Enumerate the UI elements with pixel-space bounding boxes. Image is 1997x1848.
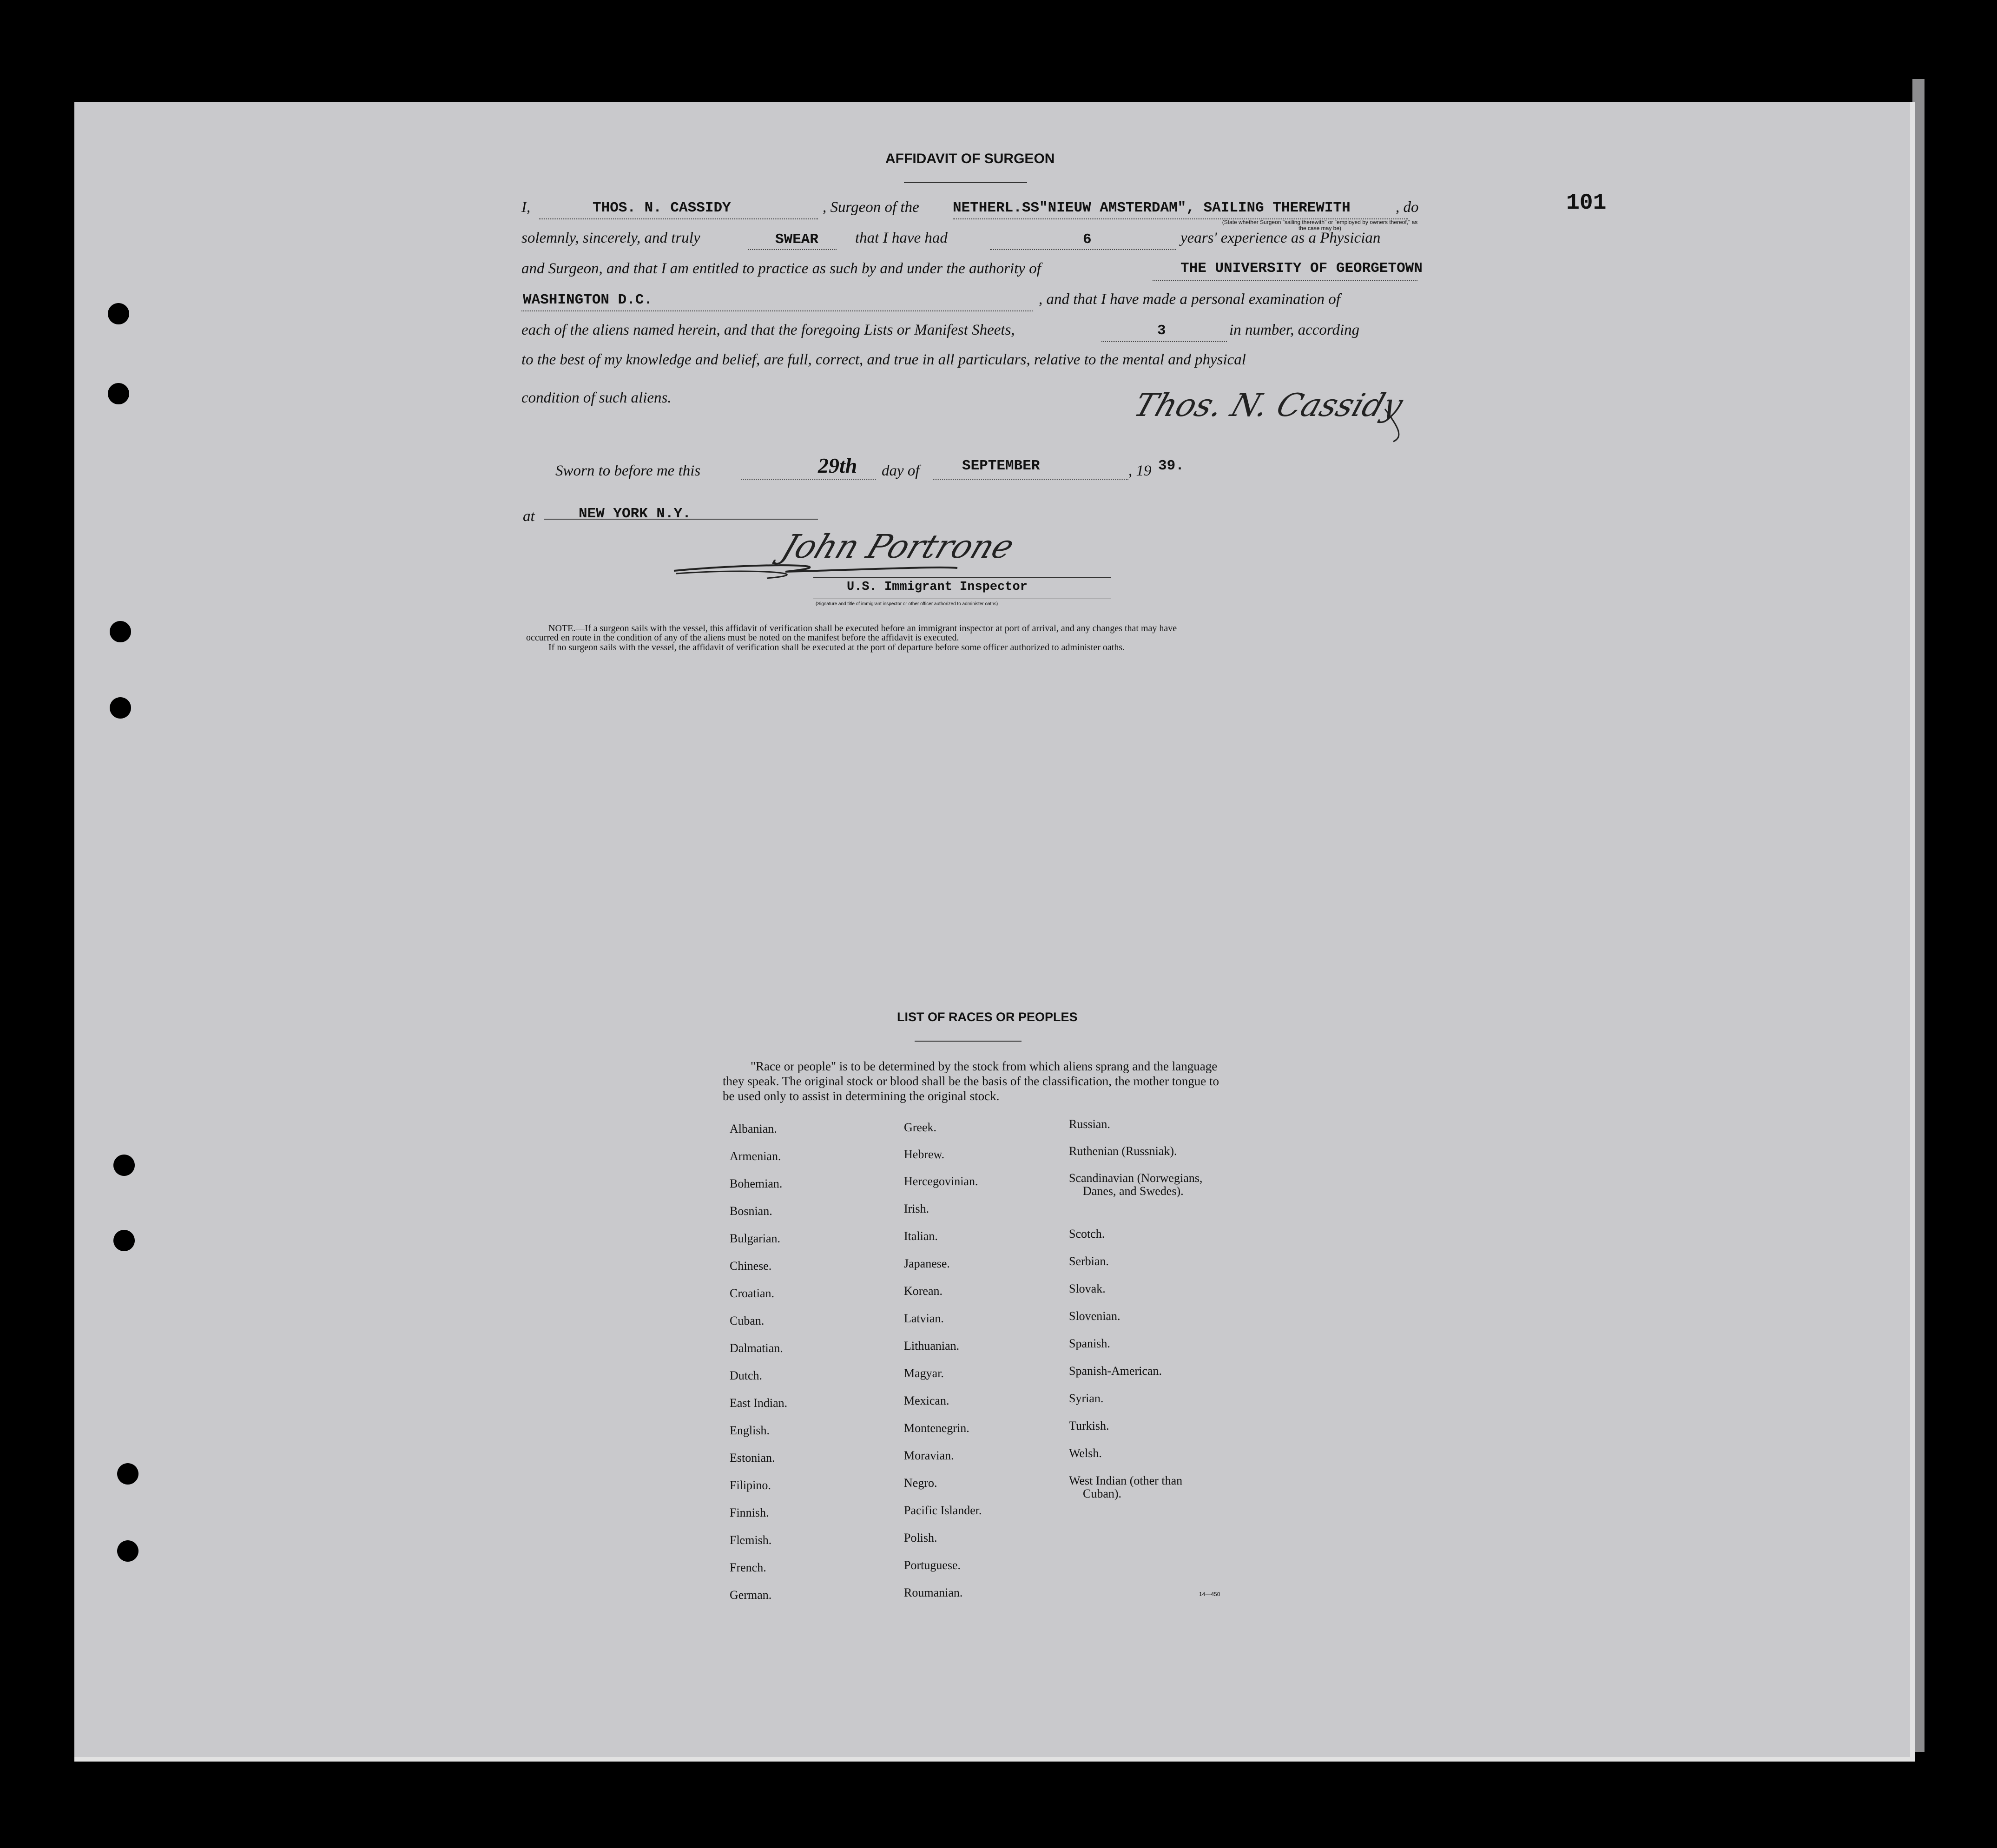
race-item: Negro. (904, 1476, 937, 1490)
affidavit-text: solemnly, sincerely, and truly (521, 230, 700, 246)
punch-hole (117, 1540, 138, 1562)
affidavit-text: Sworn to before me this (555, 462, 701, 479)
race-item: Hercegovinian. (904, 1175, 978, 1188)
form-code: 14—450 (1199, 1591, 1220, 1597)
race-item: East Indian. (730, 1396, 788, 1410)
note-line: NOTE.—If a surgeon sails with the vessel, this affidavit of verification shall be executed before an immigrant inspector at port of arrival, and any changes that may have (548, 623, 1177, 634)
race-item: Roumanian. (904, 1586, 963, 1599)
years-experience: 6 (1083, 231, 1092, 248)
race-item: Dutch. (730, 1369, 763, 1382)
inspector-signature-text: John Portrone (776, 528, 1020, 566)
races-title: LIST OF RACES OR PEOPLES (897, 1010, 1078, 1024)
race-item: Bulgarian. (730, 1232, 781, 1245)
affidavit-text: I, (521, 199, 531, 216)
race-item: Montenegrin. (904, 1421, 969, 1435)
race-item: West Indian (other than (1069, 1474, 1183, 1487)
race-item: Italian. (904, 1229, 938, 1243)
race-item: Moravian. (904, 1449, 954, 1462)
race-item: Pacific Islander. (904, 1504, 982, 1517)
sheet-count: 3 (1157, 323, 1166, 339)
authority-line-2: WASHINGTON D.C. (523, 292, 653, 308)
fill-line (741, 479, 876, 480)
race-item: Bosnian. (730, 1204, 772, 1218)
race-item: Spanish. (1069, 1337, 1110, 1350)
punch-hole (113, 1230, 135, 1251)
title-rule (904, 182, 1027, 183)
affidavit-text: , and that I have made a personal examination of (1039, 291, 1340, 308)
inspector-title: U.S. Immigrant Inspector (847, 580, 1028, 594)
page-number: 101 (1566, 191, 1607, 216)
race-item: Turkish. (1069, 1419, 1109, 1432)
sworn-place: NEW YORK N.Y. (579, 506, 691, 522)
signature-rule (813, 577, 1111, 578)
race-item: Irish. (904, 1202, 929, 1215)
punch-hole (113, 1155, 135, 1176)
vessel-hint: (State whether Surgeon "sailing therewith" or "employed by owners thereof," as the case may be) (1222, 219, 1418, 231)
race-item: Ruthenian (Russniak). (1069, 1144, 1177, 1158)
race-item: Latvian. (904, 1312, 944, 1325)
race-item: French. (730, 1561, 766, 1574)
affidavit-text: to the best of my knowledge and belief, are full, correct, and true in all particulars, relative to the mental and physical (521, 351, 1246, 368)
race-item: Dalmatian. (730, 1341, 783, 1355)
sworn-day: 29th (818, 454, 857, 477)
race-item: Scotch. (1069, 1227, 1105, 1241)
surgeon-signature-text: Thos. N. Cassidy (1129, 387, 1408, 424)
race-item: Portuguese. (904, 1558, 961, 1572)
punch-hole (110, 697, 131, 719)
affidavit-text: , 19 (1128, 462, 1152, 479)
race-item: Armenian. (730, 1149, 781, 1163)
fill-line (933, 479, 1128, 480)
affidavit-text: and Surgeon, and that I am entitled to practice as such by and under the authority of (521, 260, 1041, 277)
surgeon-name: THOS. N. CASSIDY (593, 200, 731, 216)
affidavit-text: , Surgeon of the (823, 199, 919, 216)
race-item: Scandinavian (Norwegians, (1069, 1171, 1203, 1185)
punch-hole (117, 1463, 138, 1485)
race-item: Magyar. (904, 1366, 944, 1380)
race-item: German. (730, 1588, 772, 1602)
authority-line-1: THE UNIVERSITY OF GEORGETOWN (1180, 260, 1423, 277)
race-item: Spanish-American. (1069, 1364, 1162, 1378)
title-rule (915, 1041, 1022, 1042)
race-item: Filipino. (730, 1478, 771, 1492)
sworn-month: SEPTEMBER (962, 458, 1040, 474)
races-intro: "Race or people" is to be determined by the stock from which aliens sprang and the language they speak. The original stock or blood shall be the basis of the classification, the mother tongue to be used only to assist in determining the original stock. (723, 1059, 1219, 1103)
race-item: Serbian. (1069, 1254, 1109, 1268)
race-item: Estonian. (730, 1451, 775, 1465)
race-item: Slovenian. (1069, 1309, 1120, 1323)
race-item: Chinese. (730, 1259, 772, 1273)
race-item: Korean. (904, 1284, 943, 1298)
fill-line (748, 249, 837, 250)
race-item: Croatian. (730, 1287, 775, 1300)
race-item: Albanian. (730, 1122, 777, 1135)
affidavit-text: in number, according (1229, 322, 1360, 338)
race-item: Polish. (904, 1531, 937, 1544)
oath-type: SWEAR (775, 231, 819, 248)
race-item: Lithuanian. (904, 1339, 960, 1353)
vessel-name: NETHERL.SS"NIEUW AMSTERDAM", SAILING THEREWITH (953, 200, 1351, 216)
note-line: occurred en route in the condition of any of the aliens must be noted on the manifest before the affidavit is executed. (526, 633, 959, 643)
fill-line (521, 310, 1033, 311)
sworn-year: 39. (1158, 458, 1184, 474)
affidavit-text: years' experience as a Physician (1180, 230, 1381, 246)
affidavit-text: at (523, 508, 535, 525)
punch-hole (110, 621, 131, 642)
note-line: If no surgeon sails with the vessel, the affidavit of verification shall be executed at the port of departure before some officer authorized to administer oaths. (548, 642, 1125, 653)
inspector-signature (669, 516, 1115, 586)
fill-line (539, 218, 818, 219)
punch-hole (108, 303, 129, 324)
race-item: Finnish. (730, 1506, 769, 1519)
affidavit-text: each of the aliens named herein, and that the foregoing Lists or Manifest Sheets, (521, 322, 1015, 338)
race-item: Slovak. (1069, 1282, 1106, 1295)
affidavit-text: that I have had (855, 230, 948, 246)
affidavit-title: AFFIDAVIT OF SURGEON (885, 151, 1055, 166)
race-item: Syrian. (1069, 1392, 1104, 1405)
race-item: Mexican. (904, 1394, 949, 1407)
race-item: English. (730, 1424, 770, 1437)
race-item: Danes, and Swedes). (1083, 1184, 1184, 1198)
race-item: Greek. (904, 1121, 937, 1134)
fill-line (1101, 341, 1227, 342)
affidavit-text: condition of such aliens. (521, 389, 672, 406)
fill-line (1153, 280, 1417, 281)
affidavit-text: day of (882, 462, 920, 479)
punch-hole (108, 383, 129, 404)
race-item: Russian. (1069, 1117, 1110, 1131)
race-item: Hebrew. (904, 1148, 945, 1161)
race-item: Cuban). (1083, 1487, 1122, 1500)
race-item: Bohemian. (730, 1177, 783, 1190)
race-item: Welsh. (1069, 1446, 1102, 1460)
fill-line (990, 249, 1176, 250)
affidavit-text: , do (1396, 199, 1419, 216)
race-item: Japanese. (904, 1257, 950, 1270)
inspector-hint: (Signature and title of immigrant inspector or other officer authorized to administer oaths) (816, 601, 998, 607)
race-item: Flemish. (730, 1533, 772, 1547)
surgeon-signature (1125, 381, 1427, 446)
race-item: Cuban. (730, 1314, 765, 1327)
